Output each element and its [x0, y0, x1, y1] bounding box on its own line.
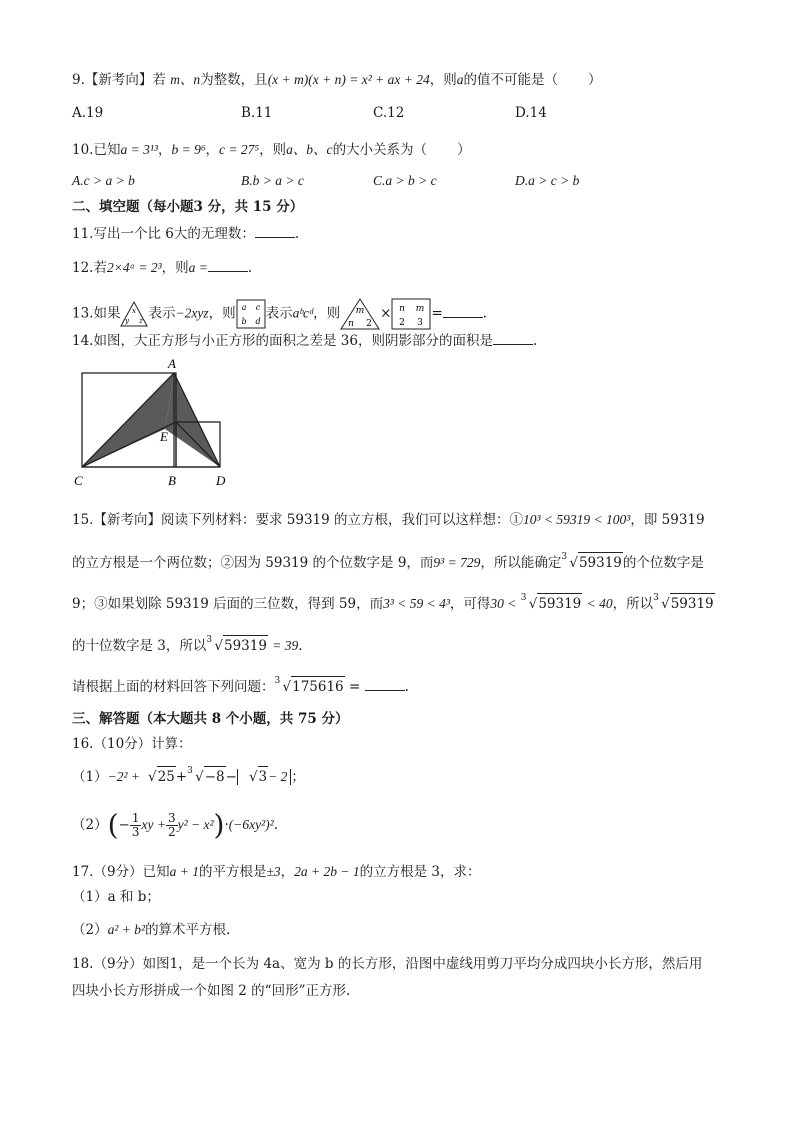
- box1-tr: c: [255, 303, 260, 312]
- q16-p1-r3: 3: [258, 766, 269, 787]
- q15-line-2: [72, 552, 704, 573]
- q11-text: 写出一个比 6大的无理数：: [93, 226, 255, 242]
- triangle-xyz-figure: [120, 301, 148, 327]
- box-nm23-figure: [391, 298, 431, 330]
- q14-geometry-figure: [70, 355, 240, 495]
- q10-text-b: ，则: [259, 142, 287, 158]
- q13-text-c: ，则: [208, 305, 236, 322]
- q15-l2-b: ，所以能确定: [480, 555, 562, 571]
- q15-l4-a: 的十位数字是 3，所以: [72, 638, 207, 654]
- q12-end: .: [247, 260, 253, 276]
- q17-text-c: ，: [280, 864, 295, 880]
- q18-line-1: [72, 954, 702, 974]
- q10-cond-b: b = 9⁶: [171, 142, 206, 157]
- q15-ask-line: [72, 676, 409, 697]
- q15-l1-a: 阅读下列材料：要求 59319 的立方根，我们可以这样想：①: [160, 512, 524, 528]
- q13-expr2: aᵇcᵈ: [292, 305, 314, 321]
- tri1-left: y: [125, 317, 130, 325]
- q13-eq: =: [431, 305, 443, 322]
- q9-text-d: 的值不可能是（: [463, 72, 558, 88]
- section-3-heading: 三、解答题（本大题共 8 个小题，共 75 分）: [72, 711, 349, 727]
- q15-l3-a: 9；③如果划除 59319 后面的三位数，得到 59，而: [72, 596, 384, 612]
- q12-line: [72, 257, 252, 278]
- cube-root-175616: 3 √175616: [275, 676, 345, 697]
- q13-number: 13.: [72, 305, 94, 322]
- root-index: 3: [206, 635, 213, 645]
- q10-option-b: B.b > a > c: [241, 173, 304, 188]
- q15-ask-end: .: [404, 679, 409, 695]
- q14-answer-blank[interactable]: [493, 330, 533, 345]
- q10-text-a: 已知: [93, 142, 121, 158]
- q13-text-e: ，则: [313, 305, 341, 322]
- q13-text-b: 表示: [148, 305, 176, 322]
- fraction-3-2: [166, 812, 178, 839]
- box-abcd-figure: [236, 299, 266, 329]
- frac2-den: 2: [167, 825, 176, 839]
- cube-root-59319-b: 3 √59319: [521, 593, 583, 614]
- box1-tl: a: [241, 303, 246, 312]
- q14-line: [72, 330, 537, 351]
- root-index: 3: [274, 676, 281, 686]
- root-index: 3: [520, 593, 527, 603]
- q10-vars: a、b、c: [286, 142, 333, 157]
- q17-text-a: （9分）已知: [93, 864, 170, 880]
- frac1-den: 3: [131, 825, 140, 839]
- q9-vars: m、n: [170, 72, 201, 87]
- q17-part-1: [72, 887, 160, 907]
- q17-p2-expr: a² + b²: [107, 922, 146, 937]
- q10-cond-c: c = 27⁵: [219, 142, 260, 157]
- q17-p2-label: （2）: [72, 922, 108, 938]
- q15-line-4: [72, 635, 303, 656]
- abs-value: [237, 769, 291, 785]
- q16-p2-label: （2）: [72, 817, 108, 833]
- tri2-right: 2: [366, 319, 373, 329]
- q16-p2-end: .: [273, 817, 279, 833]
- q16-p2-t1: xy +: [141, 817, 166, 832]
- q16-p1-end: ；: [291, 769, 305, 785]
- q13-times: ×: [380, 305, 392, 322]
- q9-var-a: a: [456, 72, 464, 87]
- section-2-heading: 二、填空题（每小题3 分，共 15 分）: [72, 199, 304, 215]
- q12-lhs: a =: [188, 260, 208, 275]
- q13-answer-blank[interactable]: [443, 303, 483, 318]
- q16-p2-dot: ·: [224, 817, 229, 833]
- q15-number: 15.: [72, 512, 94, 528]
- q15-tag: 【新考向】: [93, 512, 161, 528]
- q16-part-2: （2）(− $\frac{1}{3}$ xy + $\frac{3}{2}$ y² − x²)·(−6xy²)².: [72, 808, 279, 842]
- q9-equation: (x + m)(x + n) = x² + ax + 24: [267, 72, 430, 87]
- cbrt-neg8: 3 √−8: [187, 766, 226, 787]
- q11-end: .: [294, 226, 300, 242]
- radicand: 59319: [223, 635, 268, 656]
- ask-radicand: 175616: [291, 676, 345, 697]
- q13-end: .: [482, 305, 488, 322]
- radicand: 59319: [537, 593, 582, 614]
- q15-l2-a: 的立方根是一个两位数；②因为 59319 的个位数字是 9，而: [72, 555, 434, 571]
- q17-p1: a 和 b；: [107, 889, 160, 905]
- q9-line: [72, 70, 601, 90]
- q16-p1-d: − 2: [268, 769, 288, 784]
- q12-text-a: 若: [93, 260, 107, 276]
- box2-bl: 2: [399, 318, 406, 328]
- q17-expr1: a + 1: [169, 864, 199, 879]
- q17-p1-label: （1）: [72, 889, 108, 905]
- q10-option-a: A.c > a > b: [72, 173, 135, 188]
- q9-option-d: D.14: [515, 105, 547, 121]
- q16-part-1: [72, 766, 305, 787]
- q17-val1: ±3: [266, 864, 281, 879]
- q15-l4-b: = 39: [272, 638, 299, 653]
- tri2-top: m: [355, 306, 365, 316]
- q16-p1-b: +: [175, 769, 188, 785]
- q11-number: 11.: [72, 226, 94, 242]
- q9-tag: 【新考向】: [84, 72, 153, 88]
- q18-line-2: 四块小长方形拼成一个如图 2 的“回形”正方形.: [72, 983, 351, 999]
- q16-p1-label: （1）: [72, 769, 108, 785]
- q9-text-a: 若: [152, 72, 166, 88]
- root-index: 3: [653, 593, 659, 603]
- q13-text-d: 表示: [265, 305, 293, 322]
- q10-option-c: C.a > b > c: [373, 173, 437, 188]
- q15-l3-ineq: 3³ < 59 < 4³: [383, 596, 450, 611]
- q17-number: 17.: [72, 864, 94, 880]
- root-index: 3: [187, 766, 193, 776]
- q14-number: 14.: [72, 333, 94, 349]
- q16-score: （10分）计算：: [93, 736, 192, 752]
- q15-l1-ineq: 10³ < 59319 < 100³: [523, 512, 631, 527]
- q15-l3-e: ，所以: [612, 596, 654, 612]
- frac1-num: 1: [131, 811, 140, 825]
- q10-line: 10.已知a = 3¹³，b = 9⁶，c = 27⁵，则a、b、c的大小关系为（ ）: [72, 142, 471, 158]
- q18-l1: （9分）如图1，是一个长为 4a、宽为 b 的长方形，沿图中虚线用剪刀平均分成四块小长方形，然后用: [93, 956, 703, 972]
- q15-l2-eq: 9³ = 729: [433, 555, 481, 570]
- box2-br: 3: [417, 318, 424, 328]
- q17-text-d: 的立方根是 3，求：: [359, 864, 481, 880]
- root-index: 3: [561, 552, 568, 562]
- q16-p2-t3: (−6xy²)²: [228, 817, 274, 832]
- q9-option-b: B.11: [241, 105, 273, 121]
- q18-number: 18.: [72, 956, 94, 972]
- q14-end: .: [532, 333, 538, 349]
- q16-p1-a: −2² +: [107, 769, 140, 784]
- tri1-top: x: [132, 307, 137, 315]
- q16-p2-t2: y² − x²: [177, 817, 214, 832]
- radicand: 59319: [670, 593, 715, 614]
- label-B: B: [168, 473, 176, 488]
- q10-text-d: ）: [457, 142, 471, 158]
- triangle-mn2-figure: [340, 298, 380, 330]
- q11-line: [72, 223, 299, 244]
- q16-p2-minus: −: [118, 817, 130, 833]
- q12-equation: 2×4ᵃ = 2³: [106, 260, 162, 275]
- q15-l2-c: 的个位数字是: [622, 555, 704, 571]
- frac2-num: 3: [167, 811, 176, 825]
- q15-answer-blank[interactable]: [365, 676, 405, 691]
- q17-expr2: 2a + 2b − 1: [294, 864, 360, 879]
- q12-answer-blank[interactable]: [208, 257, 248, 272]
- q17-text-b: 的平方根是: [198, 864, 267, 880]
- box2-tr: m: [416, 304, 425, 314]
- q16-p1-c: −: [225, 769, 237, 785]
- q12-text-b: ，则: [161, 260, 189, 276]
- q9-text-e: ）: [587, 72, 602, 88]
- q10-number: 10.: [72, 142, 94, 158]
- radicand: 59319: [578, 552, 623, 573]
- label-C: C: [74, 473, 83, 488]
- label-E: E: [160, 429, 168, 444]
- q16-line: [72, 734, 192, 754]
- sqrt-25: √25: [140, 766, 176, 787]
- q13-text-a: 如果: [93, 305, 121, 322]
- tri1-right: z: [139, 317, 144, 325]
- q9-option-a: A.19: [72, 105, 104, 121]
- q16-number: 16.: [72, 736, 94, 752]
- box1-br: d: [255, 317, 261, 326]
- q10-text-c: 的大小关系为（: [332, 142, 428, 158]
- q15-ask: 请根据上面的材料回答下列问题：: [72, 679, 275, 695]
- q11-answer-blank[interactable]: [255, 223, 295, 238]
- q9-text-c: ，则: [429, 72, 457, 88]
- q16-p1-r1: 25: [157, 766, 176, 787]
- q9-text-b: 为整数，且: [200, 72, 268, 88]
- q15-line-3: [72, 593, 715, 614]
- q13-expr1: −2xyz: [175, 305, 209, 321]
- q14-text: 如图，大正方形与小正方形的面积之差是 36，则阴影部分的面积是: [93, 333, 493, 349]
- box2-tl: n: [399, 304, 406, 314]
- box1-bl: b: [241, 317, 247, 326]
- q12-number: 12.: [72, 260, 94, 276]
- cube-root-59319: 3 √59319: [561, 552, 623, 573]
- fraction-1-3: [130, 812, 142, 839]
- label-D: D: [216, 473, 226, 488]
- q9-option-c: C.12: [373, 105, 405, 121]
- cube-root-59319-c: 3 √59319: [653, 593, 715, 614]
- q15-ask-eq: =: [348, 679, 361, 695]
- q15-l3-d: < 40: [586, 596, 613, 611]
- tri2-left: n: [348, 319, 355, 329]
- q15-l4-end: .: [298, 638, 303, 654]
- sqrt-3: √3: [241, 766, 268, 787]
- q9-number: 9.: [72, 72, 85, 88]
- label-A: A: [168, 356, 176, 371]
- q15-line-1: [72, 510, 705, 530]
- shaded-region-right: [165, 373, 220, 467]
- q10-cond-a: a = 3¹³: [120, 142, 158, 157]
- q10-option-d: D.a > c > b: [515, 173, 580, 188]
- q13-line: [72, 298, 487, 330]
- q17-part-2: [72, 920, 230, 940]
- q17-p2: 的算术平方根.: [145, 922, 231, 938]
- q16-p1-r2: −8: [204, 766, 226, 787]
- cube-root-59319-d: 3 √59319: [206, 635, 268, 656]
- q17-line: [72, 862, 481, 882]
- q15-l3-b: ，可得: [449, 596, 491, 612]
- q15-l3-c: 30 <: [490, 596, 517, 611]
- q15-l1-b: ，即 59319: [630, 512, 705, 528]
